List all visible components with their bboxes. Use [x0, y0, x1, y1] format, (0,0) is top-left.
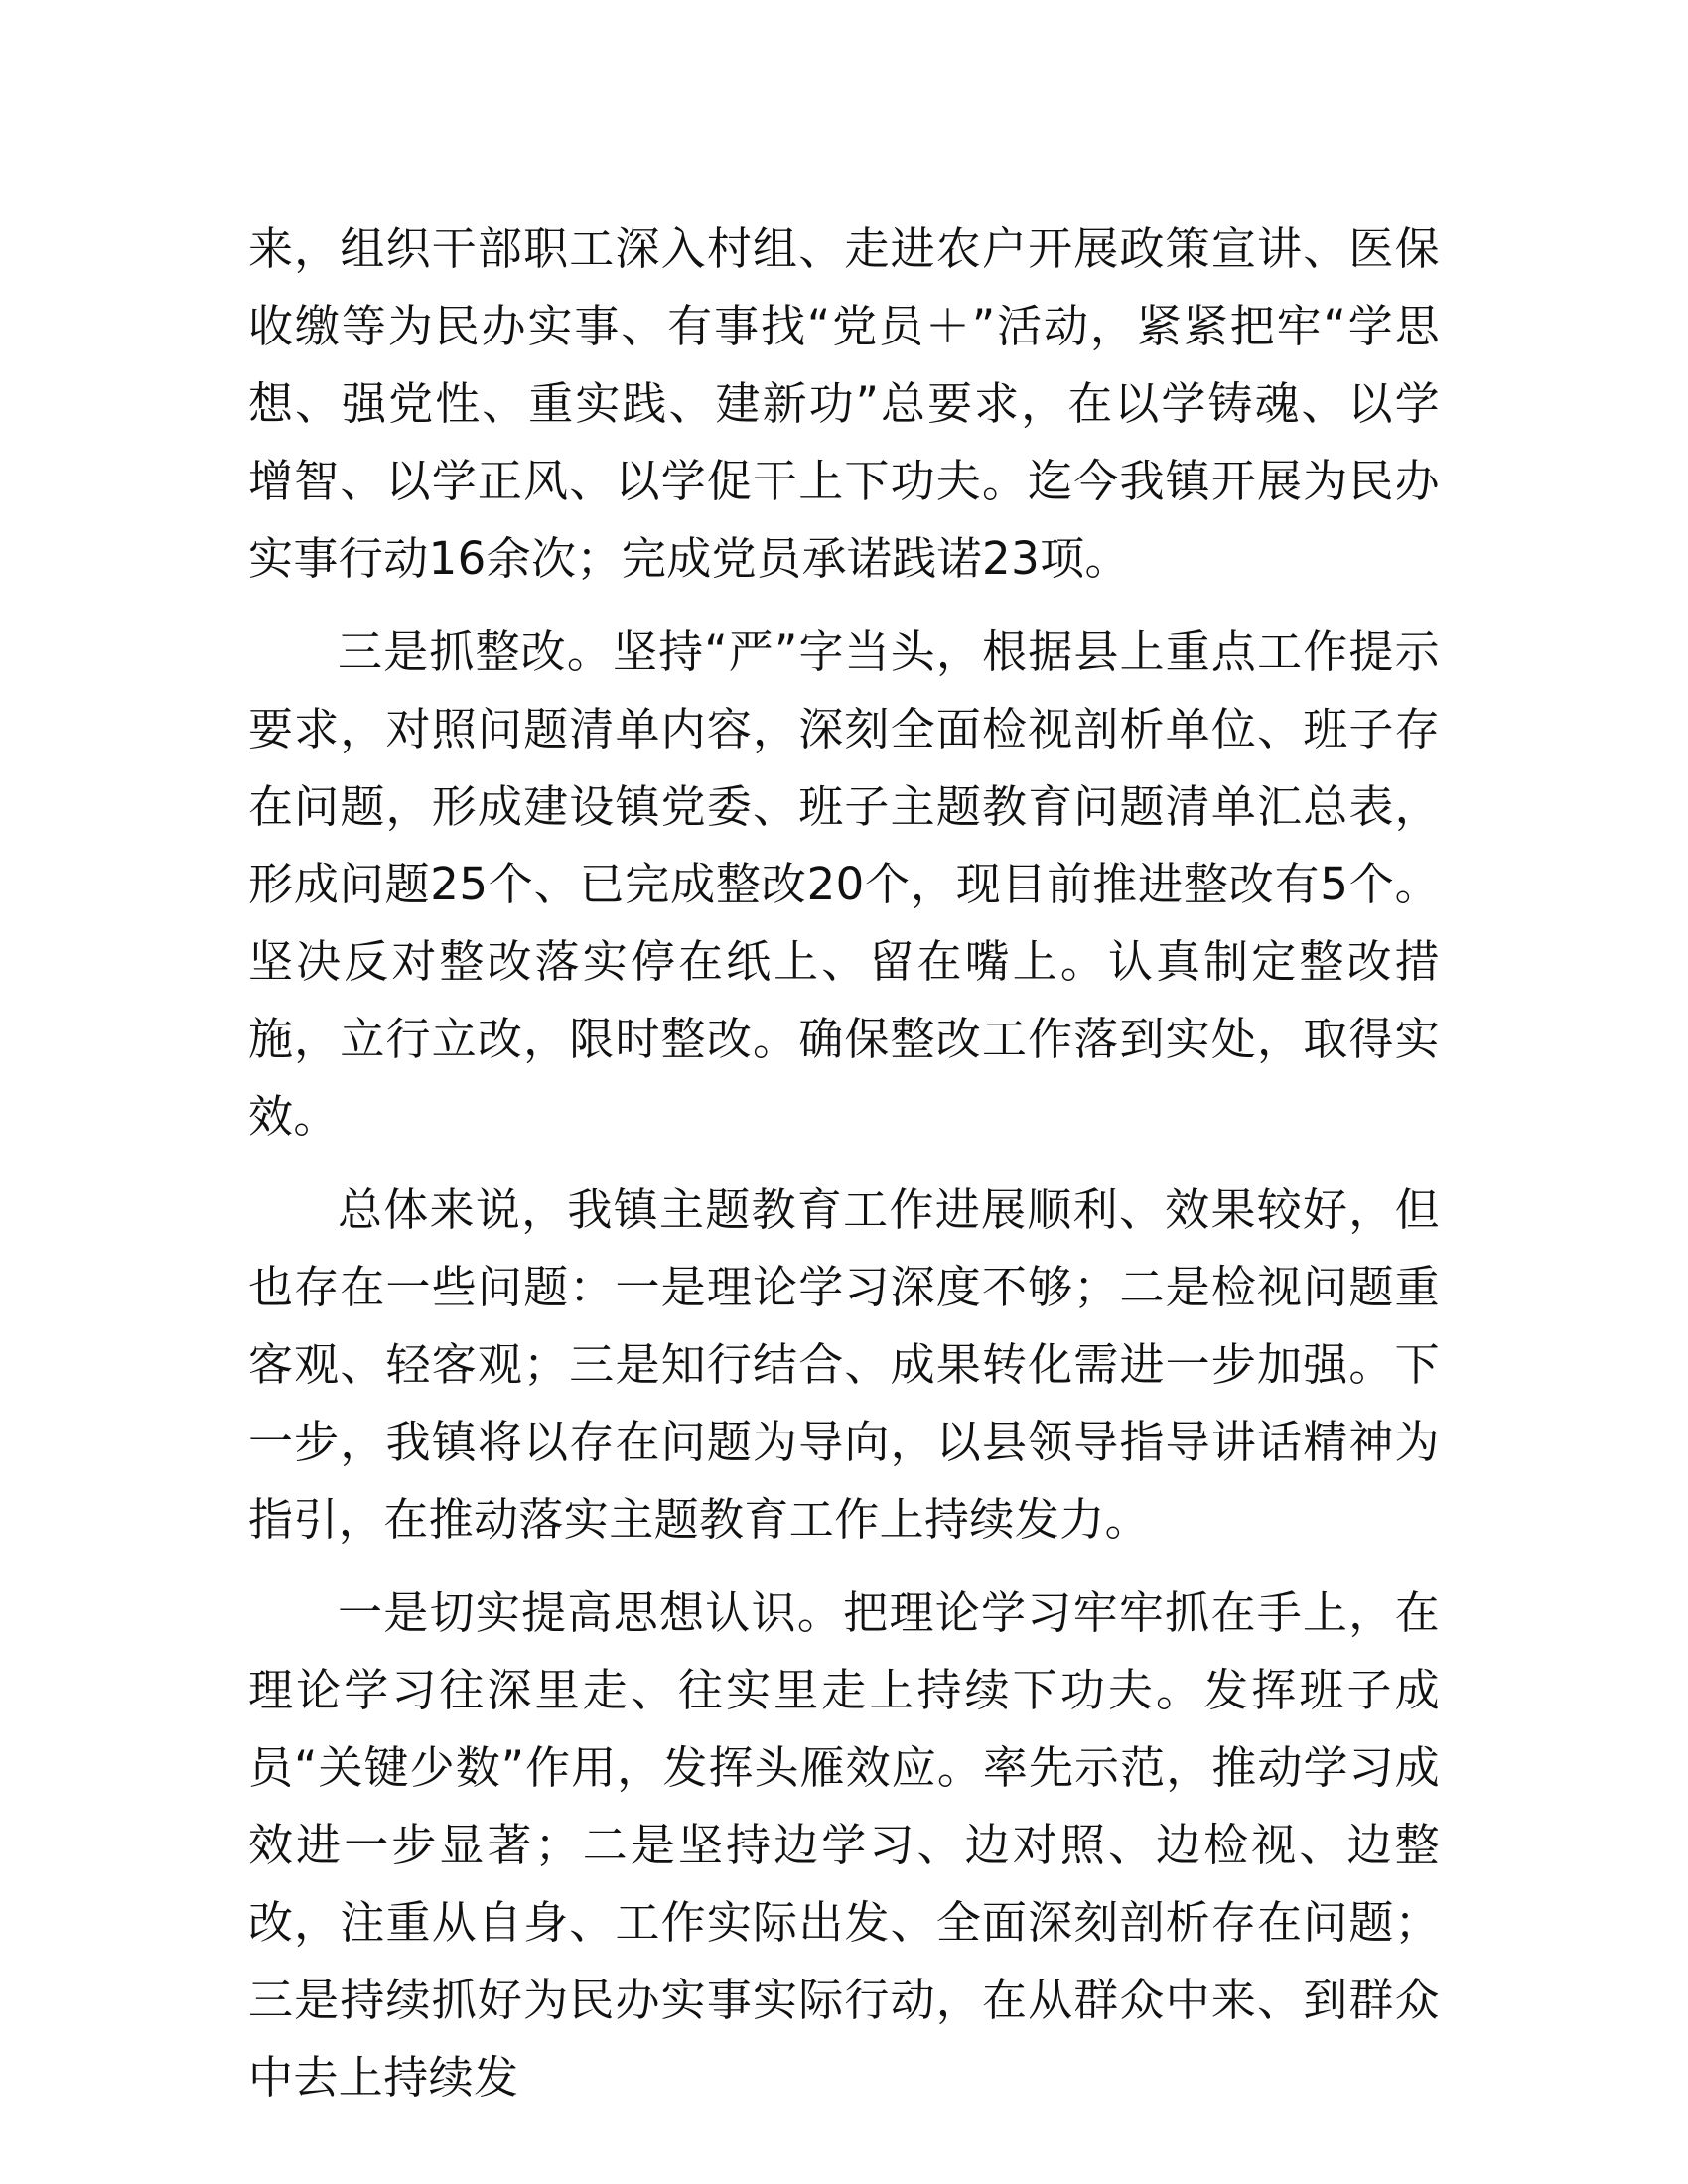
paragraph-next-steps: 一是切实提高思想认识。把理论学习牢牢抓在手上，在理论学习往深里走、往实里走上持续下功夫。发挥班子成员“关键少数”作用，发挥头雁效应。率先示范，推动学习成效进一步显著；二是坚持边学习、边对照、边检视、边整改，注重从自身、工作实际出发、全面深刻剖析存在问题；三是持续抓好为民办实事实际行动，在从群众中来、到群众中去上持续发	[248, 1586, 1440, 2104]
paragraph-continued: 来，组织干部职工深入村组、走进农户开展政策宣讲、医保收缴等为民办实事、有事找“党员＋”活动，紧紧把牢“学思想、强党性、重实践、建新功”总要求，在以学铸魂、以学增智、以学正风、以学促干上下功夫。迄今我镇开展为民办实事行动16余次；完成党员承诺践诺23项。	[248, 222, 1440, 585]
paragraph-summary: 总体来说，我镇主题教育工作进展顺利、效果较好，但也存在一些问题：一是理论学习深度不够；二是检视问题重客观、轻客观；三是知行结合、成果转化需进一步加强。下一步，我镇将以存在问题为导向，以县领导指导讲话精神为指引，在推动落实主题教育工作上持续发力。	[248, 1183, 1440, 1546]
document-body	[248, 210, 1440, 2132]
paragraph-rectification: 三是抓整改。坚持“严”字当头，根据县上重点工作提示要求，对照问题清单内容，深刻全面检视剖析单位、班子存在问题，形成建设镇党委、班子主题教育问题清单汇总表，形成问题25个、已完成整改20个，现目前推进整改有5个。坚决反对整改落实停在纸上、留在嘴上。认真制定整改措施，立行立改，限时整改。确保整改工作落到实处，取得实效。	[248, 625, 1440, 1143]
